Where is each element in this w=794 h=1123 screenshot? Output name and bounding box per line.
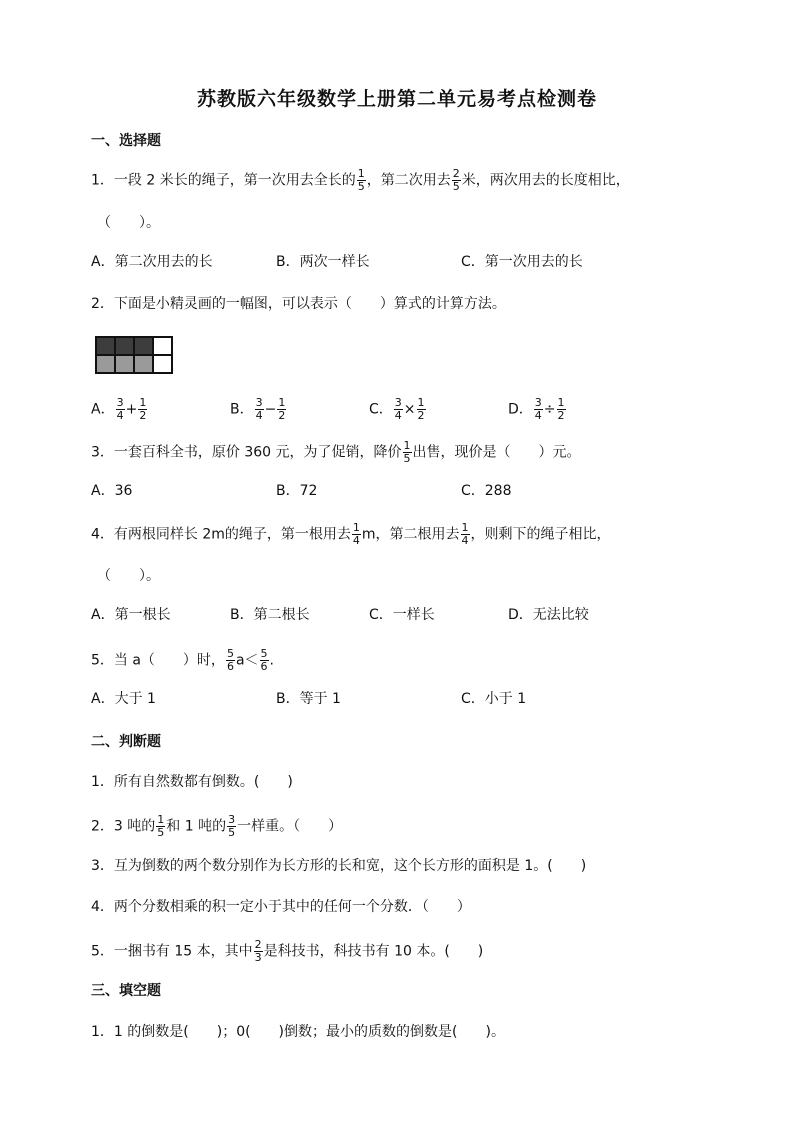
question-text: 米，两次用去的长度相比， bbox=[461, 172, 630, 189]
question-text: 1．一段 2 米长的绳子，第一次用去全长的 bbox=[91, 172, 356, 189]
judge-item-1: 1．所有自然数都有倒数。( ) bbox=[91, 774, 293, 790]
judge-item-3: 3．互为倒数的两个数分别作为长方形的长和宽，这个长方形的面积是 1。( ) bbox=[91, 858, 587, 874]
option-c: C． $\frac{3}{4}$ × $\frac{1}{2}$ bbox=[369, 396, 425, 422]
option-c: C．第一次用去的长 bbox=[461, 254, 583, 270]
section-heading-fill: 三、填空题 bbox=[91, 983, 161, 999]
option-b: B． $\frac{3}{4}$ − $\frac{1}{2}$ bbox=[230, 396, 286, 422]
judge-item-2: 2．3 吨的 $\frac{1}{5}$ 和 1 吨的 $\frac{3}{5}$ 一样重。（ ） bbox=[91, 813, 343, 839]
grid-cell-shaded-dark bbox=[96, 337, 115, 355]
option-a: A． $\frac{3}{4}$ + $\frac{1}{2}$ bbox=[91, 396, 147, 422]
option-a: A．第一根长 bbox=[91, 607, 171, 623]
option-d: D．无法比较 bbox=[508, 607, 589, 623]
grid-cell-shaded-light bbox=[115, 355, 134, 373]
option-a: A．第二次用去的长 bbox=[91, 254, 213, 270]
option-b: B．等于 1 bbox=[276, 691, 341, 707]
option-a: A．36 bbox=[91, 483, 133, 499]
option-c: C．288 bbox=[461, 483, 512, 499]
question-4: 4．有两根同样长 2m的绳子，第一根用去 $\frac{1}{4}$ m，第二根用去 $\frac{1}{4}$ ，则剩下的绳子相比， bbox=[91, 521, 611, 547]
grid-cell-shaded-dark bbox=[115, 337, 134, 355]
option-b: B．72 bbox=[276, 483, 318, 499]
section-heading-choice: 一、选择题 bbox=[91, 133, 161, 149]
question-3: 3．一套百科全书，原价 360 元，为了促销，降价 $\frac{1}{5}$ 出售，现价是（ ）元。 bbox=[91, 439, 581, 465]
question-2: 2．下面是小精灵画的一幅图，可以表示（ ）算式的计算方法。 bbox=[91, 296, 506, 312]
grid-cell-shaded-light bbox=[96, 355, 115, 373]
grid-cell-shaded-dark bbox=[134, 337, 153, 355]
question-1 bbox=[91, 168, 630, 193]
page-title: 苏教版六年级数学上册第二单元易考点检测卷 bbox=[196, 88, 597, 110]
question-5: 5．当 a（ ）时， $\frac{5}{6}$ a＜ $\frac{5}{6}$ . bbox=[91, 647, 274, 673]
option-a: A．大于 1 bbox=[91, 691, 156, 707]
grid-cell-empty bbox=[153, 337, 172, 355]
fill-item-1: 1．1 的倒数是( )；0( )倒数；最小的质数的倒数是( )。 bbox=[91, 1024, 505, 1040]
answer-paren: （ ）。 bbox=[97, 215, 160, 231]
fraction: $\frac{1}{5}$ bbox=[357, 167, 365, 193]
judge-item-4: 4．两个分数相乘的积一定小于其中的任何一个分数．（ ） bbox=[91, 899, 471, 915]
question-text: ，第二次用去 bbox=[366, 172, 451, 189]
answer-paren: （ ）。 bbox=[97, 568, 160, 584]
judge-item-5: 5．一捆书有 15 本，其中 $\frac{2}{3}$ 是科技书，科技书有 10 本。( ) bbox=[91, 938, 484, 964]
option-d: D． $\frac{3}{4}$ ÷ $\frac{1}{2}$ bbox=[508, 396, 565, 422]
grid-cell-empty bbox=[153, 355, 172, 373]
fraction-grid-figure bbox=[95, 336, 173, 374]
option-b: B．第二根长 bbox=[230, 607, 310, 623]
option-c: C．一样长 bbox=[369, 607, 435, 623]
section-heading-judge: 二、判断题 bbox=[91, 734, 161, 750]
option-c: C．小于 1 bbox=[461, 691, 527, 707]
grid-cell-shaded-light bbox=[134, 355, 153, 373]
option-b: B．两次一样长 bbox=[276, 254, 370, 270]
fraction: $\frac{2}{5}$ bbox=[452, 167, 460, 193]
